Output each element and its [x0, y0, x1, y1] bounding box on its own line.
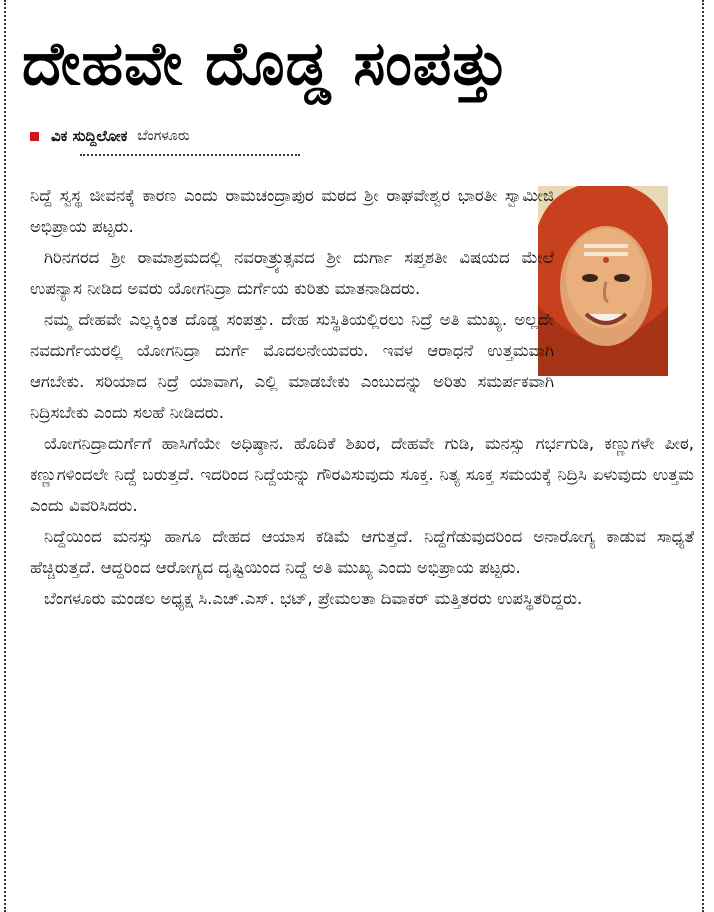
- paragraph-3: ನಮ್ಮ ದೇಹವೇ ಎಲ್ಲಕ್ಕಿಂತ ದೊಡ್ಡ ಸಂಪತ್ತು. ದೇಹ ಸುಸ್ಥಿತಿಯಲ್ಲಿರಲು ನಿದ್ರೆ ಅತಿ ಮುಖ್ಯ. ಅಲ್ಲದೇ ನವದುರ್ಗೆಯರಲ್ಲಿ ಯೋಗನಿದ್ರಾ ದುರ್ಗೆ ಮೊದಲನೇಯವರು. ಇವಳ ಆರಾಧನೆ ಉತ್ತಮವಾಗಿ ಆಗಬೇಕು. ಸರಿಯಾದ ನಿದ್ರೆ ಯಾವಾಗ, ಎಲ್ಲಿ ಮಾಡಬೇಕು ಎಂಬುದನ್ನು ಅರಿತು ಸಮರ್ಪಕವಾಗಿ ನಿದ್ರಿಸಬೇಕು ಎಂದು ಸಲಹೆ ನೀಡಿದರು.: [30, 310, 554, 422]
- paragraph-6: ಬೆಂಗಳೂರು ಮಂಡಲ ಅಧ್ಯಕ್ಷ ಸಿ.ಎಚ್.ಎಸ್. ಭಟ್, ಪ್ರೇಮಲತಾ ದಿವಾಕರ್ ಮತ್ತಿತರರು ಉಪಸ್ಥಿತರಿದ್ದರು.: [44, 589, 583, 608]
- headline: ದೇಹವೇ ದೊಡ್ಡ ಸಂಪತ್ತು: [22, 29, 510, 99]
- right-dotted-border: [702, 0, 704, 912]
- article-body: [30, 180, 694, 904]
- byline-source: ವಿಕ ಸುದ್ದಿಲೋಕ: [51, 127, 128, 145]
- left-dotted-border: [4, 0, 6, 912]
- byline-place: ಬೆಂಗಳೂರು: [137, 128, 190, 144]
- paragraph-4: ಯೋಗನಿದ್ರಾದುರ್ಗೆಗೆ ಹಾಸಿಗೆಯೇ ಅಧಿಷ್ಠಾನ. ಹೊದಿಕೆ ಶಿಖರ, ದೇಹವೇ ಗುಡಿ, ಮನಸ್ಸು ಗರ್ಭಗುಡಿ, ಕಣ್ಣುಗಳೇ ಪೀಠ, ಕಣ್ಣುಗಳಿಂದಲೇ ನಿದ್ದೆ ಬರುತ್ತದೆ. ಇದರಿಂದ ನಿದ್ದೆಯನ್ನು ಗೌರವಿಸುವುದು ಸೂಕ್ತ. ನಿತ್ಯ ಸೂಕ್ತ ಸಮಯಕ್ಕೆ ನಿದ್ರಿಸಿ ಏಳುವುದು ಉತ್ತಮ ಎಂದು ವಿವರಿಸಿದರು.: [30, 434, 694, 515]
- photo-spacer: [554, 180, 694, 376]
- paragraph-1: ನಿದ್ದೆ ಸ್ವಸ್ಥ ಜೀವನಕ್ಕೆ ಕಾರಣ ಎಂದು ರಾಮಚಂದ್ರಾಪುರ ಮಠದ ಶ್ರೀ ರಾಘವೇಶ್ವರ ಭಾರತೀ ಸ್ವಾಮೀಜಿ ಅಭಿಪ್ರಾಯ ಪಟ್ಟರು.: [30, 186, 554, 236]
- paragraph-5: ನಿದ್ದೆಯಿಂದ ಮನಸ್ಸು ಹಾಗೂ ದೇಹದ ಆಯಾಸ ಕಡಿಮೆ ಆಗುತ್ತದೆ. ನಿದ್ದೆಗೆಡುವುದರಿಂದ ಅನಾರೋಗ್ಯ ಕಾಡುವ ಸಾಧ್ಯತೆ ಹೆಚ್ಚಿರುತ್ತದೆ. ಆದ್ದರಿಂದ ಆರೋಗ್ಯದ ದೃಷ್ಟಿಯಿಂದ ನಿದ್ದೆ ಅತಿ ಮುಖ್ಯ ಎಂದು ಅಭಿಪ್ರಾಯ ಪಟ್ಟರು.: [30, 527, 694, 577]
- byline-rule: [80, 154, 300, 156]
- byline-bullet-icon: [30, 132, 39, 141]
- paragraph-2: ಗಿರಿನಗರದ ಶ್ರೀ ರಾಮಾಶ್ರಮದಲ್ಲಿ ನವರಾತ್ರ್ಯುತ್ಸವದ ಶ್ರೀ ದುರ್ಗಾ ಸಪ್ತಶತೀ ವಿಷಯದ ಮೇಲೆ ಉಪನ್ಯಾಸ ನೀಡಿದ ಅವರು ಯೋಗನಿದ್ರಾ ದುರ್ಗೆಯ ಕುರಿತು ಮಾತನಾಡಿದರು.: [30, 248, 554, 298]
- byline: [30, 124, 190, 148]
